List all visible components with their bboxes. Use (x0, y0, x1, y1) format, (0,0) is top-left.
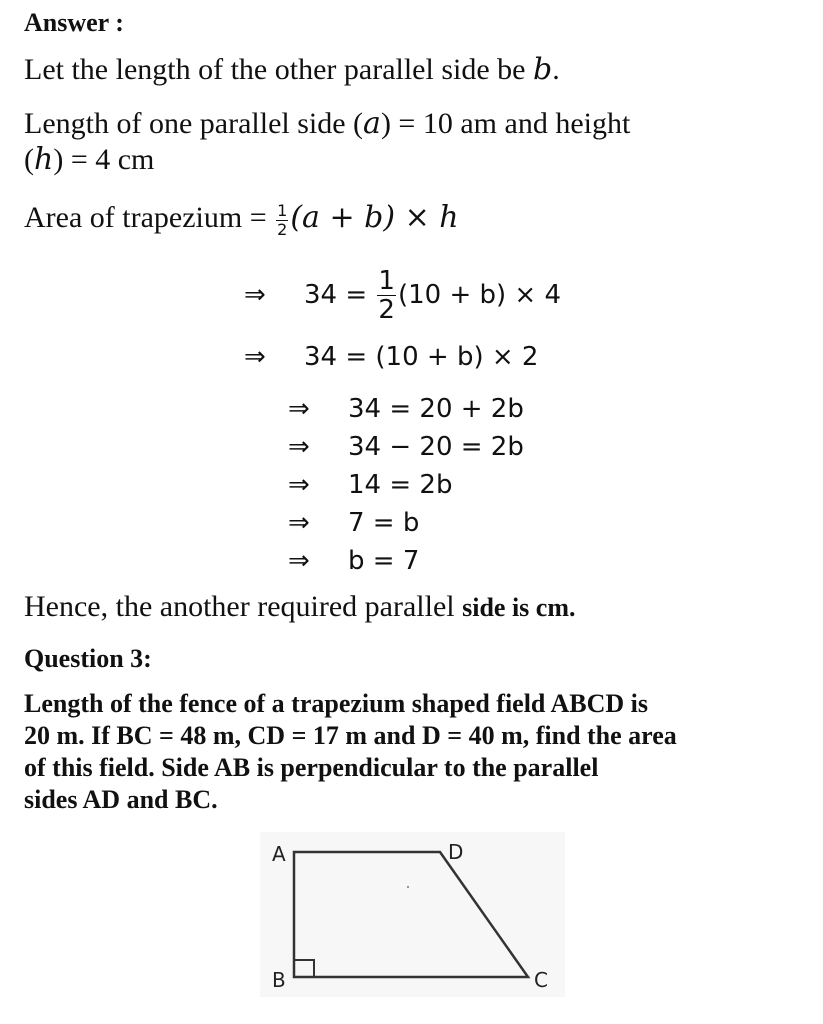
implies-arrow: ⇒ (244, 342, 266, 372)
step-1-rhs: (10 + b) × 4 (397, 280, 561, 310)
formula-expression: (a + b) × h (290, 200, 459, 235)
step-4 (288, 432, 524, 462)
vertex-label-a: A (272, 842, 286, 866)
step-6 (288, 508, 419, 538)
step-7-expr: b = 7 (348, 546, 420, 576)
trapezium-shape (294, 852, 528, 977)
step-2-expr: 34 = (10 + b) × 2 (304, 342, 539, 372)
given-text-1b: ) = 10 am and height (380, 107, 631, 140)
vertex-label-c: C (534, 968, 548, 992)
formula-frac-den: 2 (277, 219, 288, 239)
formula-label: Area of trapezium = (24, 201, 275, 234)
trapezium-diagram (260, 832, 565, 997)
right-angle-marker (294, 960, 314, 977)
implies-arrow: ⇒ (288, 470, 310, 500)
step-1-frac-den: 2 (378, 295, 395, 325)
given-var-a: a (363, 106, 381, 141)
step-3 (288, 394, 524, 424)
question-text (24, 688, 804, 816)
step-7 (288, 546, 419, 576)
vertex-label-b: B (272, 968, 286, 992)
intro-text: Let the length of the other parallel side be (24, 53, 533, 86)
question-line-1: Length of the fence of a trapezium shaped field ABCD is (24, 689, 648, 718)
implies-arrow: ⇒ (288, 394, 310, 424)
question-line-3: of this field. Side AB is perpendicular to the parallel (24, 753, 599, 782)
question-line-4: sides AD and BC. (24, 785, 218, 814)
given-line-1 (24, 106, 630, 141)
implies-arrow: ⇒ (288, 508, 310, 538)
implies-arrow: ⇒ (288, 546, 310, 576)
step-1 (244, 268, 561, 323)
step-2 (244, 342, 538, 372)
step-6-expr: 7 = b (348, 508, 420, 538)
intro-var-b: b (532, 52, 553, 87)
intro-period: . (552, 53, 560, 86)
step-5-expr: 14 = 2b (348, 470, 453, 500)
formula-frac-num: 1 (277, 200, 288, 220)
step-4-expr: 34 − 20 = 2b (348, 432, 524, 462)
step-1-frac-num: 1 (378, 266, 395, 296)
center-dot (407, 886, 409, 888)
conclusion-text: Hence, the another required parallel (24, 590, 463, 623)
given-text-1a: Length of one parallel side ( (24, 107, 364, 140)
given-text-2a: ( (24, 143, 34, 176)
step-3-expr: 34 = 20 + 2b (348, 394, 524, 424)
question-heading: Question 3: (24, 644, 152, 673)
trapezium-figure (260, 832, 565, 997)
given-text-2b: ) = 4 cm (53, 143, 155, 176)
given-line-2 (24, 142, 154, 177)
implies-arrow: ⇒ (288, 432, 310, 462)
given-var-h: h (34, 142, 54, 177)
step-1-lhs: 34 = (304, 280, 376, 310)
intro-line (24, 52, 560, 87)
conclusion-line (24, 590, 576, 624)
question-line-2: 20 m. If BC = 48 m, CD = 17 m and D = 40 m, find the area (24, 721, 677, 750)
step-5 (288, 470, 452, 500)
formula-fraction (276, 200, 288, 239)
implies-arrow: ⇒ (244, 280, 266, 310)
step-1-fraction (377, 268, 396, 323)
vertex-label-d: D (448, 840, 464, 864)
answer-heading: Answer : (24, 8, 124, 37)
conclusion-bold: side is cm. (462, 593, 576, 622)
formula-line (24, 200, 459, 238)
